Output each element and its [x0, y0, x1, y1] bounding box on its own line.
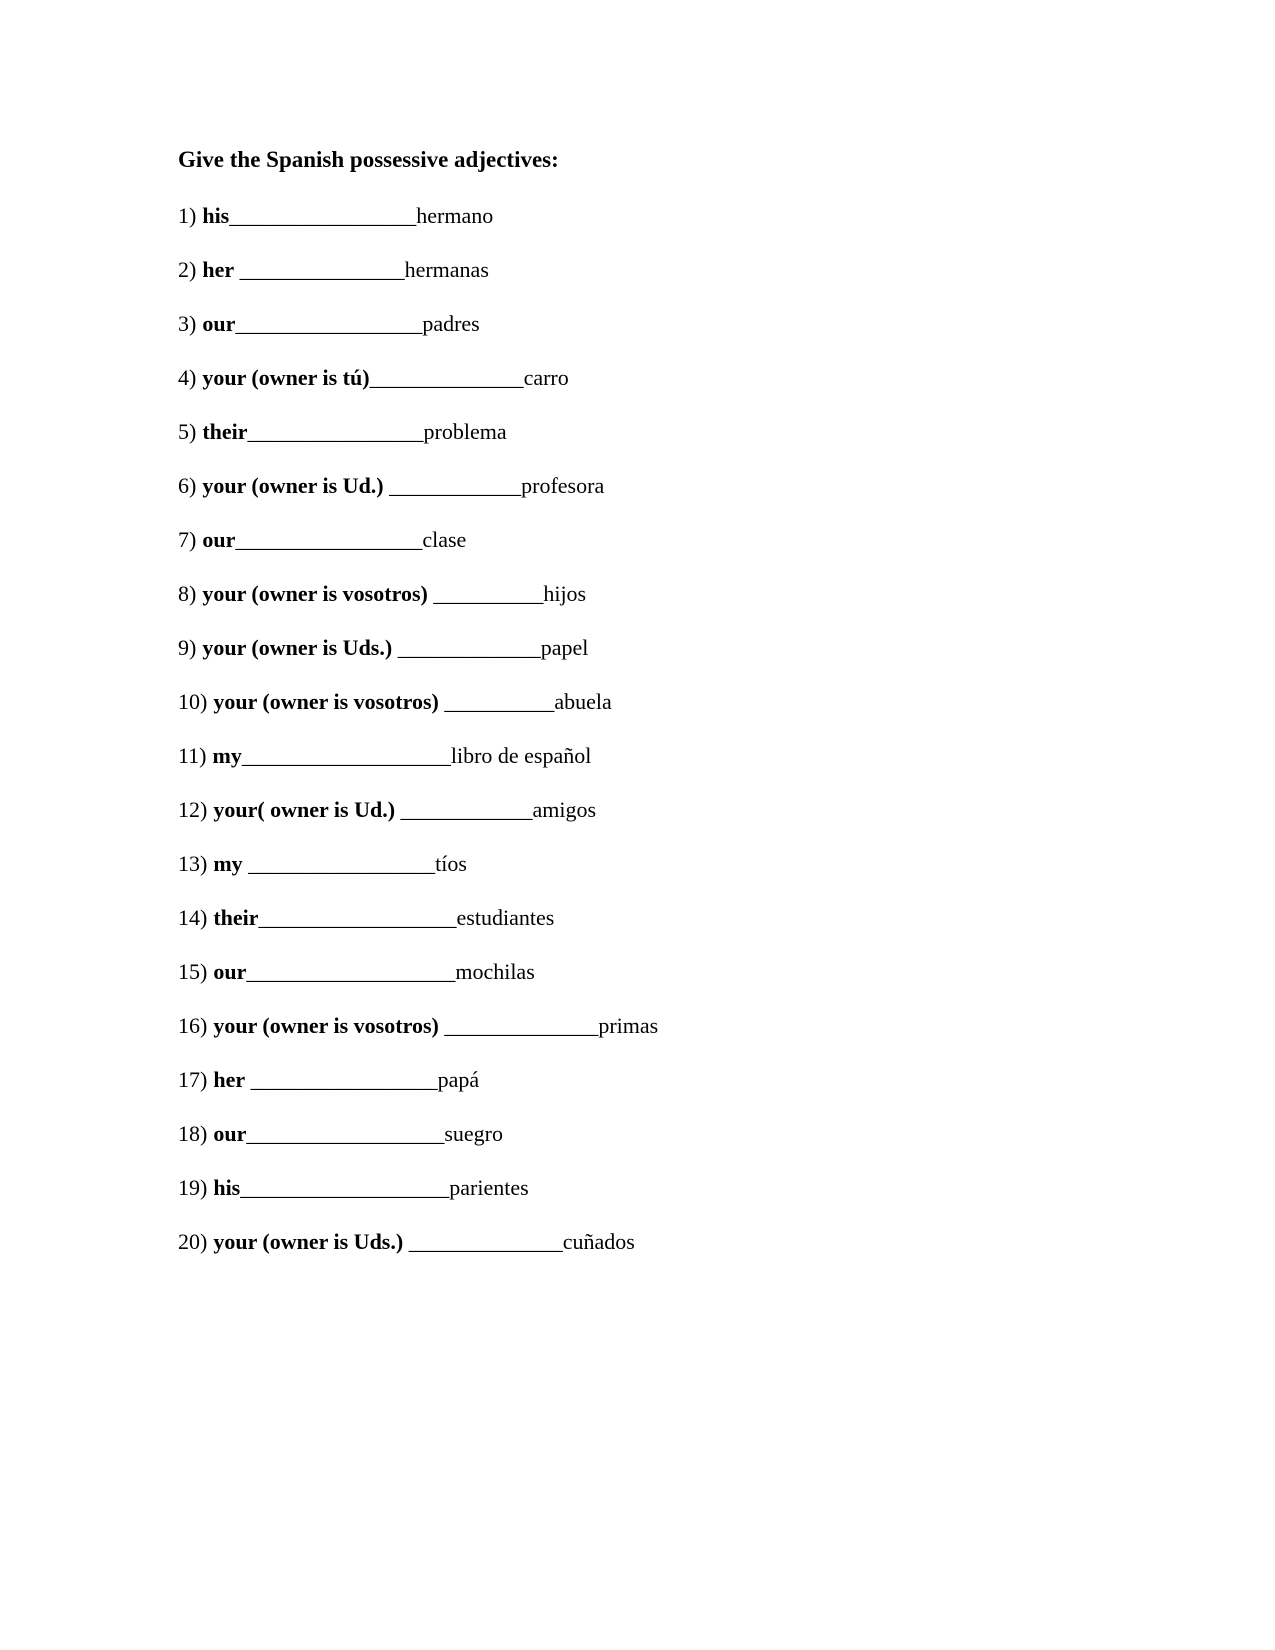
item-number: 20) [178, 1229, 208, 1254]
item-blank-line: __________________ [246, 1121, 445, 1146]
item-prompt: your (owner is Ud.) [202, 473, 384, 498]
item-answer-word: problema [423, 419, 507, 444]
item-blank-line: _____________ [392, 635, 541, 660]
item-prompt: your (owner is Uds.) [213, 1229, 404, 1254]
item-blank-line: ______________ [438, 1013, 599, 1038]
item-prompt: her [213, 1067, 246, 1092]
item-answer-word: carro [523, 365, 569, 390]
item-blank-line: _________________ [242, 851, 436, 876]
worksheet-item-19 [178, 1174, 1185, 1202]
worksheet-item-17 [178, 1066, 1185, 1094]
item-prompt: their [202, 419, 248, 444]
item-prompt: your( owner is Ud.) [213, 797, 396, 822]
item-prompt: our [202, 527, 236, 552]
item-number: 8) [178, 581, 197, 606]
item-blank-line: ____________ [395, 797, 533, 822]
worksheet-item-13 [178, 850, 1185, 878]
item-answer-word: hijos [543, 581, 587, 606]
item-answer-word: cuñados [562, 1229, 635, 1254]
item-number: 1) [178, 203, 197, 228]
item-number: 6) [178, 473, 197, 498]
item-number: 19) [178, 1175, 208, 1200]
worksheet-item-7 [178, 526, 1185, 554]
item-answer-word: mochilas [455, 959, 535, 984]
item-number: 7) [178, 527, 197, 552]
worksheet-item-1 [178, 202, 1185, 230]
item-answer-word: parientes [449, 1175, 529, 1200]
worksheet-item-16 [178, 1012, 1185, 1040]
item-prompt: your (owner is vosotros) [213, 1013, 439, 1038]
item-prompt: my [212, 743, 242, 768]
worksheet-title: Give the Spanish possessive adjectives: [178, 147, 559, 172]
worksheet-item-4 [178, 364, 1185, 392]
worksheet-item-6 [178, 472, 1185, 500]
item-number: 18) [178, 1121, 208, 1146]
item-prompt: our [213, 959, 247, 984]
worksheet-item-11 [178, 742, 1185, 770]
item-blank-line: _______________ [234, 257, 405, 282]
item-number: 14) [178, 905, 208, 930]
item-prompt: their [213, 905, 259, 930]
worksheet-item-10 [178, 688, 1185, 716]
worksheet-item-15 [178, 958, 1185, 986]
item-answer-word: clase [422, 527, 467, 552]
item-blank-line: ___________________ [241, 743, 451, 768]
item-blank-line: _________________ [235, 311, 423, 336]
item-number: 10) [178, 689, 208, 714]
item-blank-line: ___________________ [240, 1175, 450, 1200]
item-answer-word: tíos [435, 851, 467, 876]
item-answer-word: abuela [554, 689, 612, 714]
item-answer-word: papá [437, 1067, 480, 1092]
item-prompt: her [202, 257, 235, 282]
item-answer-word: padres [422, 311, 480, 336]
item-prompt: my [213, 851, 243, 876]
worksheet-item-20 [178, 1228, 1185, 1256]
item-prompt: his [213, 1175, 241, 1200]
item-answer-word: amigos [532, 797, 597, 822]
item-number: 16) [178, 1013, 208, 1038]
item-blank-line: ______________ [403, 1229, 563, 1254]
item-prompt: his [202, 203, 230, 228]
item-answer-word: primas [598, 1013, 659, 1038]
item-blank-line: __________________ [258, 905, 457, 930]
item-number: 11) [178, 743, 207, 768]
item-prompt: our [202, 311, 236, 336]
item-answer-word: hermano [416, 203, 494, 228]
worksheet-item-9 [178, 634, 1185, 662]
item-answer-word: papel [540, 635, 589, 660]
worksheet-item-12 [178, 796, 1185, 824]
item-answer-word: profesora [521, 473, 605, 498]
item-number: 17) [178, 1067, 208, 1092]
item-blank-line: _________________ [235, 527, 423, 552]
item-blank-line: ________________ [247, 419, 424, 444]
item-number: 4) [178, 365, 197, 390]
item-number: 3) [178, 311, 197, 336]
item-answer-word: hermanas [404, 257, 489, 282]
item-prompt: your (owner is tú) [202, 365, 370, 390]
item-blank-line: __________ [427, 581, 544, 606]
item-blank-line: _________________ [245, 1067, 438, 1092]
item-blank-line: _________________ [229, 203, 417, 228]
item-prompt: our [213, 1121, 247, 1146]
worksheet-item-8 [178, 580, 1185, 608]
item-number: 5) [178, 419, 197, 444]
item-number: 12) [178, 797, 208, 822]
worksheet-item-3 [178, 310, 1185, 338]
worksheet-item-14 [178, 904, 1185, 932]
worksheet-item-2 [178, 256, 1185, 284]
item-prompt: your (owner is Uds.) [202, 635, 393, 660]
item-prompt: your (owner is vosotros) [213, 689, 439, 714]
item-blank-line: ______________ [369, 365, 524, 390]
item-number: 15) [178, 959, 208, 984]
item-number: 2) [178, 257, 197, 282]
item-blank-line: __________ [438, 689, 555, 714]
item-answer-word: suegro [444, 1121, 503, 1146]
item-number: 13) [178, 851, 208, 876]
item-prompt: your (owner is vosotros) [202, 581, 428, 606]
item-answer-word: libro de español [450, 743, 592, 768]
item-blank-line: ____________ [383, 473, 522, 498]
worksheet-item-18 [178, 1120, 1185, 1148]
worksheet-item-5 [178, 418, 1185, 446]
item-blank-line: ___________________ [246, 959, 456, 984]
item-number: 9) [178, 635, 197, 660]
item-answer-word: estudiantes [456, 905, 555, 930]
